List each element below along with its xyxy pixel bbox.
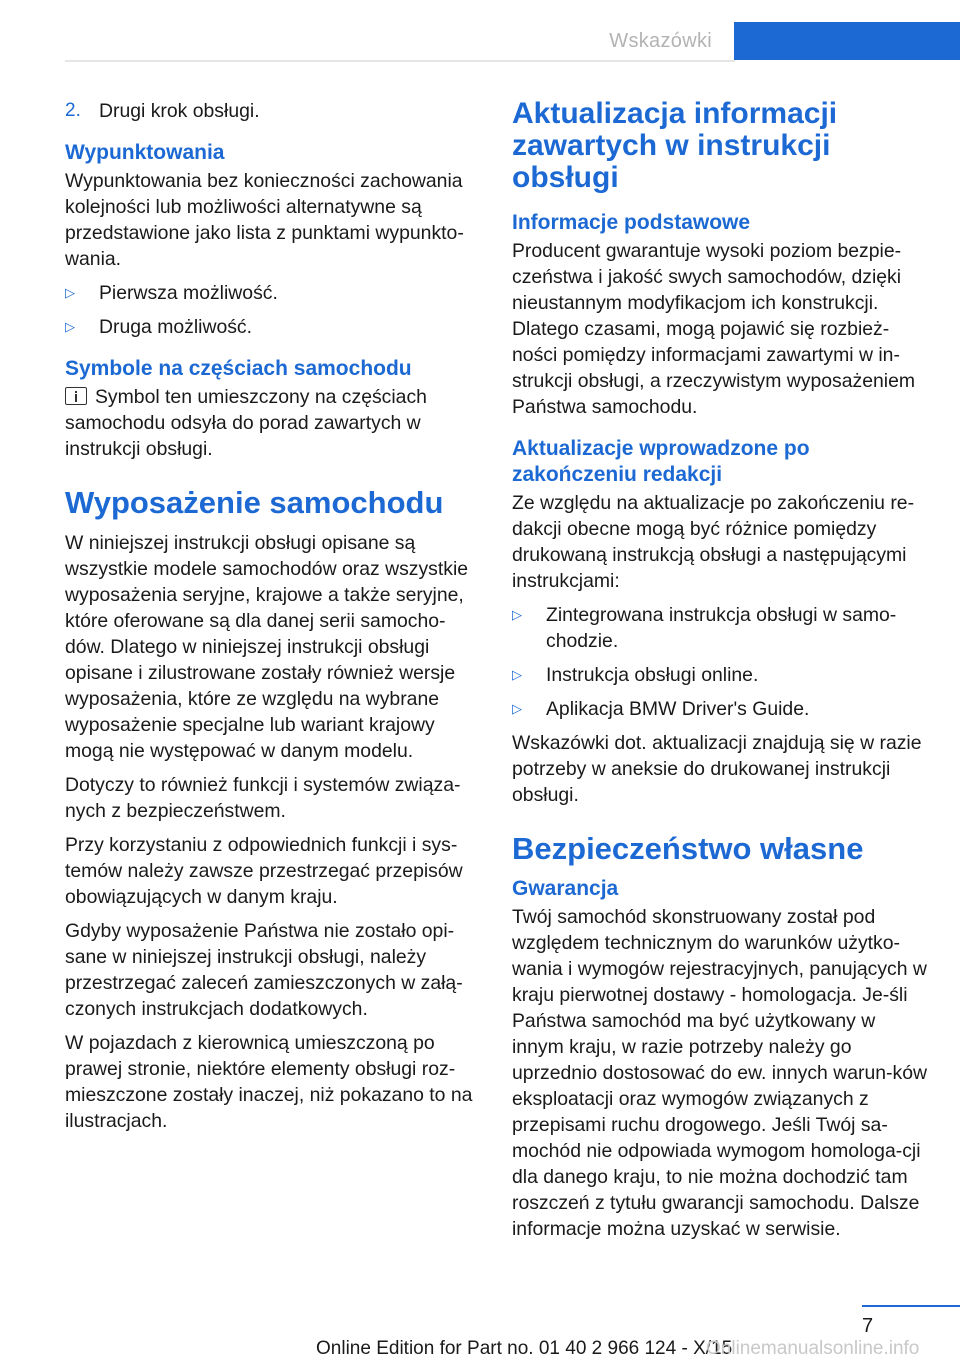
update-heading: Aktualizacja informacji zawartych w instrukcji obsługi	[512, 97, 838, 194]
equipment-paragraph: W niniejszej instrukcji obsługi opisane są wszystkie modele samochodów oraz wszystkie wyposażenia seryjne, krajowe a także seryjne, które oferowane są dla danej serii samocho-dów. Dlatego w niniejszej instrukcji obsługi opisane i zilustrowane zostały również wersje wyposażenia, które ze względu na wybrane wyposażenie specjalne lub wariant krajowy mogą nie występować w danym modelu.	[65, 532, 469, 762]
updates-heading: Aktualizacje wprowadzone po zakończeniu redakcji	[512, 437, 810, 486]
step-text: Drugi krok obsługi.	[99, 100, 260, 122]
section-title: Wskazówki	[609, 30, 712, 52]
warranty-text: Twój samochód skonstruowany został pod względem technicznym do warunków użytko-wania i wymogów rejestracyjnych, panujących w kraju pierwotnej dostawy - homologacja. Je-śli Państwa samochód ma być użytkowany w innym kraju, w razie potrzeby należy go uprzednio dostosować do ew. innych warun-ków eksploatacji oraz wymogów związanych z przepisami ruchu drogowego. Jeśli Twój sa-mochód nie odpowiada wymogom homologa-cji dla danego kraju, to nie można dochodzić tam roszczeń z tytułu gwarancji samochodu. Dalsze informacje można uzyskać w serwisie.	[512, 906, 927, 1240]
triangle-bullet-icon: ▷	[512, 607, 522, 622]
updates-text: Ze względu na aktualizacje po zakończeniu re-dakcji obecne mogą być różnice pomiędzy drukowaną instrukcją obsługi a następującymi instrukcjami:	[512, 492, 915, 592]
basic-info-heading: Informacje podstawowe	[512, 211, 751, 234]
equipment-paragraph: W pojazdach z kierownicą umieszczoną po prawej stronie, niektóre elementy obsługi roz-mieszczone zostały inaczej, niż pokazano to na ilustracjach.	[65, 1032, 473, 1132]
updates-note: Wskazówki dot. aktualizacji znajdują się w razie potrzeby w aneksie do drukowanej instrukcji obsługi.	[512, 732, 922, 806]
update-item-text: Zintegrowana instrukcja obsługi w samo-chodzie.	[546, 604, 897, 652]
update-item	[512, 662, 932, 688]
info-symbol-icon	[65, 387, 87, 405]
warranty-heading: Gwarancja	[512, 877, 619, 900]
page-header	[0, 0, 960, 62]
left-column	[65, 98, 483, 1142]
equipment-paragraph: Gdyby wyposażenie Państwa nie zostało opi-sane w niniejszej instrukcji obsługi, należy przestrzegać zaleceń zamieszczonych w załą-czonych instrukcjach dodatkowych.	[65, 920, 463, 1020]
equipment-heading: Wyposażenie samochodu	[65, 485, 444, 520]
update-item	[512, 602, 932, 654]
page-number: 7	[862, 1315, 874, 1337]
symbols-heading: Symbole na częściach samochodu	[65, 357, 412, 380]
header-rule	[65, 60, 735, 62]
bullet-item	[65, 314, 483, 340]
update-item	[512, 696, 932, 722]
bullet-text: Druga możliwość.	[99, 316, 253, 338]
update-item-text: Aplikacja BMW Driver's Guide.	[546, 698, 810, 720]
triangle-bullet-icon: ▷	[512, 701, 522, 716]
step-number: 2.	[65, 100, 81, 121]
equipment-paragraph: Przy korzystaniu z odpowiednich funkcji i sys-temów należy zawsze przestrzegać przepisów obowiązujących w danym kraju.	[65, 834, 463, 908]
edition-text: Online Edition for Part no. 01 40 2 966 124 - X/15	[316, 1338, 733, 1359]
bullets-text: Wypunktowania bez konieczności zachowania kolejności lub możliwości alternatywne są przedstawione jako lista z punktami wypunkto-wania.	[65, 170, 464, 270]
triangle-bullet-icon: ▷	[65, 319, 75, 334]
update-item-text: Instrukcja obsługi online.	[546, 664, 759, 686]
header-accent-block	[734, 22, 960, 60]
footer-rule	[862, 1305, 960, 1307]
safety-heading: Bezpieczeństwo własne	[512, 831, 864, 866]
watermark-text: Onlinemanualsonline.info	[706, 1338, 920, 1359]
bullet-text: Pierwsza możliwość.	[99, 282, 278, 304]
triangle-bullet-icon: ▷	[512, 667, 522, 682]
symbols-paragraph	[65, 384, 483, 462]
right-column	[512, 98, 932, 1250]
bullets-heading: Wypunktowania	[65, 141, 225, 164]
bullet-item	[65, 280, 483, 306]
equipment-paragraph: Dotyczy to również funkcji i systemów związa-nych z bezpieczeństwem.	[65, 774, 461, 822]
symbols-text: Symbol ten umieszczony na częściach samochodu odsyła do porad zawartych w instrukcji obsługi.	[65, 386, 427, 460]
numbered-step	[65, 98, 483, 124]
triangle-bullet-icon: ▷	[65, 285, 75, 300]
basic-info-text: Producent gwarantuje wysoki poziom bezpie-czeństwa i jakość swych samochodów, dzięki nieustannym modyfikacjom ich konstrukcji. Dlatego czasami, mogą pojawić się rozbież-ności pomiędzy informacjami zawartymi w in-strukcji obsługi, a rzeczywistym wyposażeniem Państwa samochodu.	[512, 240, 916, 418]
